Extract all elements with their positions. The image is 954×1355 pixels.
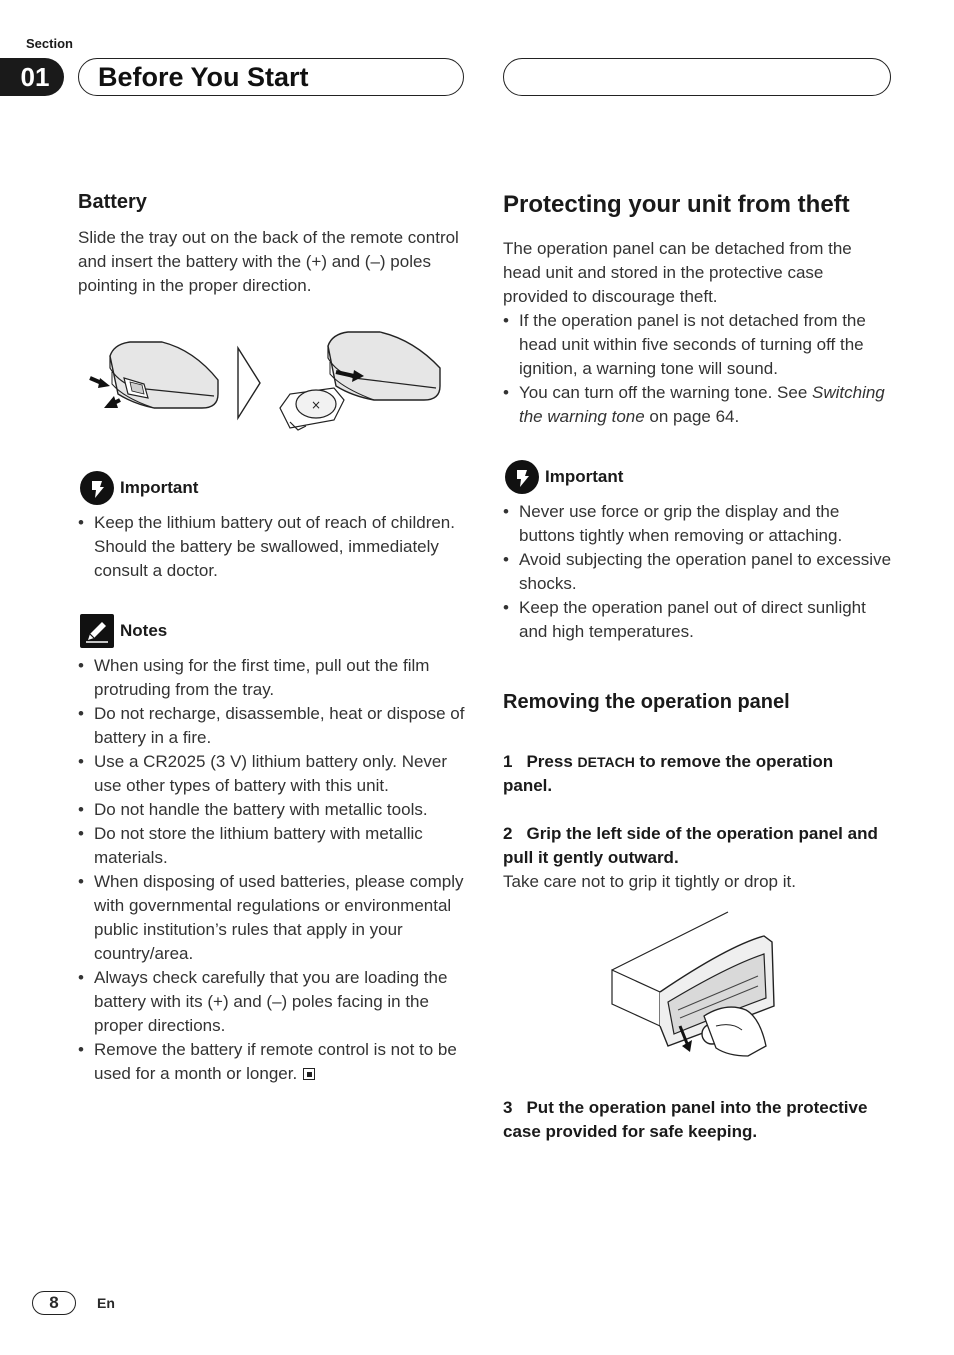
important-badge-left bbox=[80, 471, 464, 505]
list-item bbox=[78, 1038, 468, 1086]
remote-control-figure-1 bbox=[90, 342, 218, 408]
step-number: 2 bbox=[503, 824, 513, 843]
list-item: • Always check carefully that you are loading the battery with its (+) and (–) poles facing in the proper directions. bbox=[78, 966, 468, 1038]
important-list-right bbox=[503, 500, 895, 644]
detach-key-label: DETACH bbox=[577, 754, 635, 770]
step-3 bbox=[503, 1096, 893, 1144]
important-icon bbox=[505, 460, 539, 494]
end-of-section-icon bbox=[303, 1068, 315, 1080]
list-item: • Use a CR2025 (3 V) lithium battery only. Never use other types of battery with this unit. bbox=[78, 750, 468, 798]
important-list-left bbox=[78, 511, 464, 583]
step-2 bbox=[503, 822, 883, 870]
list-item: • Do not handle the battery with metallic tools. bbox=[78, 798, 468, 822]
page-title-text: Before You Start bbox=[98, 61, 309, 92]
list-item bbox=[503, 381, 895, 429]
step-1 bbox=[503, 750, 873, 798]
list-item: • Do not recharge, disassemble, heat or dispose of battery in a fire. bbox=[78, 702, 468, 750]
remote-control-figure-2 bbox=[280, 332, 440, 430]
page-number: 8 bbox=[32, 1291, 76, 1315]
theft-heading: Protecting your unit from theft bbox=[503, 191, 850, 218]
notes-badge bbox=[80, 614, 464, 648]
list-item: • When disposing of used batteries, please comply with governmental regulations or environmental public institution’s rules that apply in your country/area. bbox=[78, 870, 468, 966]
step-text: Grip the left side of the operation panel and pull it gently outward. bbox=[503, 824, 878, 867]
important-label-left: Important bbox=[120, 478, 199, 497]
list-item-suffix: on page 64. bbox=[644, 407, 740, 426]
list-item: • Never use force or grip the display and the buttons tightly when removing or attaching. bbox=[503, 500, 895, 548]
head-unit-illustration bbox=[608, 906, 780, 1066]
notes-list bbox=[78, 654, 468, 1086]
step-2-note: Take care not to grip it tightly or drop it. bbox=[503, 872, 796, 891]
step-number: 3 bbox=[503, 1098, 513, 1117]
header-right-frame bbox=[503, 58, 891, 96]
step-arrow-icon bbox=[238, 348, 260, 418]
step-text: Press bbox=[526, 752, 578, 771]
battery-insert-illustration bbox=[84, 328, 444, 438]
theft-list bbox=[503, 309, 895, 429]
theft-body: The operation panel can be detached from the head unit and stored in the protective case provided to discourage theft. bbox=[503, 239, 852, 306]
step-text: Put the operation panel into the protective case provided for safe keeping. bbox=[503, 1098, 868, 1141]
important-label-right: Important bbox=[545, 467, 624, 486]
step-text: to remove the operation panel. bbox=[503, 752, 834, 795]
battery-body: Slide the tray out on the back of the remote control and insert the battery with the (+) and (–) poles pointing in the proper direction. bbox=[78, 228, 459, 295]
list-item: • Keep the lithium battery out of reach of children. Should the battery be swallowed, immediately consult a doctor. bbox=[78, 511, 464, 583]
battery-plus-label: × bbox=[310, 398, 322, 412]
list-item: • Keep the operation panel out of direct sunlight and high temperatures. bbox=[503, 596, 895, 644]
list-item: • Do not store the lithium battery with metallic materials. bbox=[78, 822, 468, 870]
important-badge-right bbox=[505, 460, 897, 494]
battery-heading: Battery bbox=[78, 191, 147, 213]
notes-label: Notes bbox=[120, 621, 168, 640]
page-title bbox=[78, 58, 464, 96]
cross-reference: Switching the warning tone bbox=[519, 383, 885, 426]
section-label: Section bbox=[26, 36, 73, 51]
section-number: 01 bbox=[0, 58, 64, 96]
language-code: En bbox=[97, 1295, 115, 1311]
important-icon bbox=[80, 471, 114, 505]
removing-heading: Removing the operation panel bbox=[503, 691, 790, 713]
list-item-text: Remove the battery if remote control is not to be used for a month or longer. bbox=[94, 1040, 457, 1083]
notes-pencil-icon bbox=[80, 614, 114, 648]
list-item: • If the operation panel is not detached from the head unit within five seconds of turning off the ignition, a warning tone will sound. bbox=[503, 309, 895, 381]
list-item-prefix: You can turn off the warning tone. See bbox=[519, 383, 812, 402]
list-item: • When using for the first time, pull out the film protruding from the tray. bbox=[78, 654, 468, 702]
step-number: 1 bbox=[503, 752, 513, 771]
list-item: • Avoid subjecting the operation panel to excessive shocks. bbox=[503, 548, 895, 596]
